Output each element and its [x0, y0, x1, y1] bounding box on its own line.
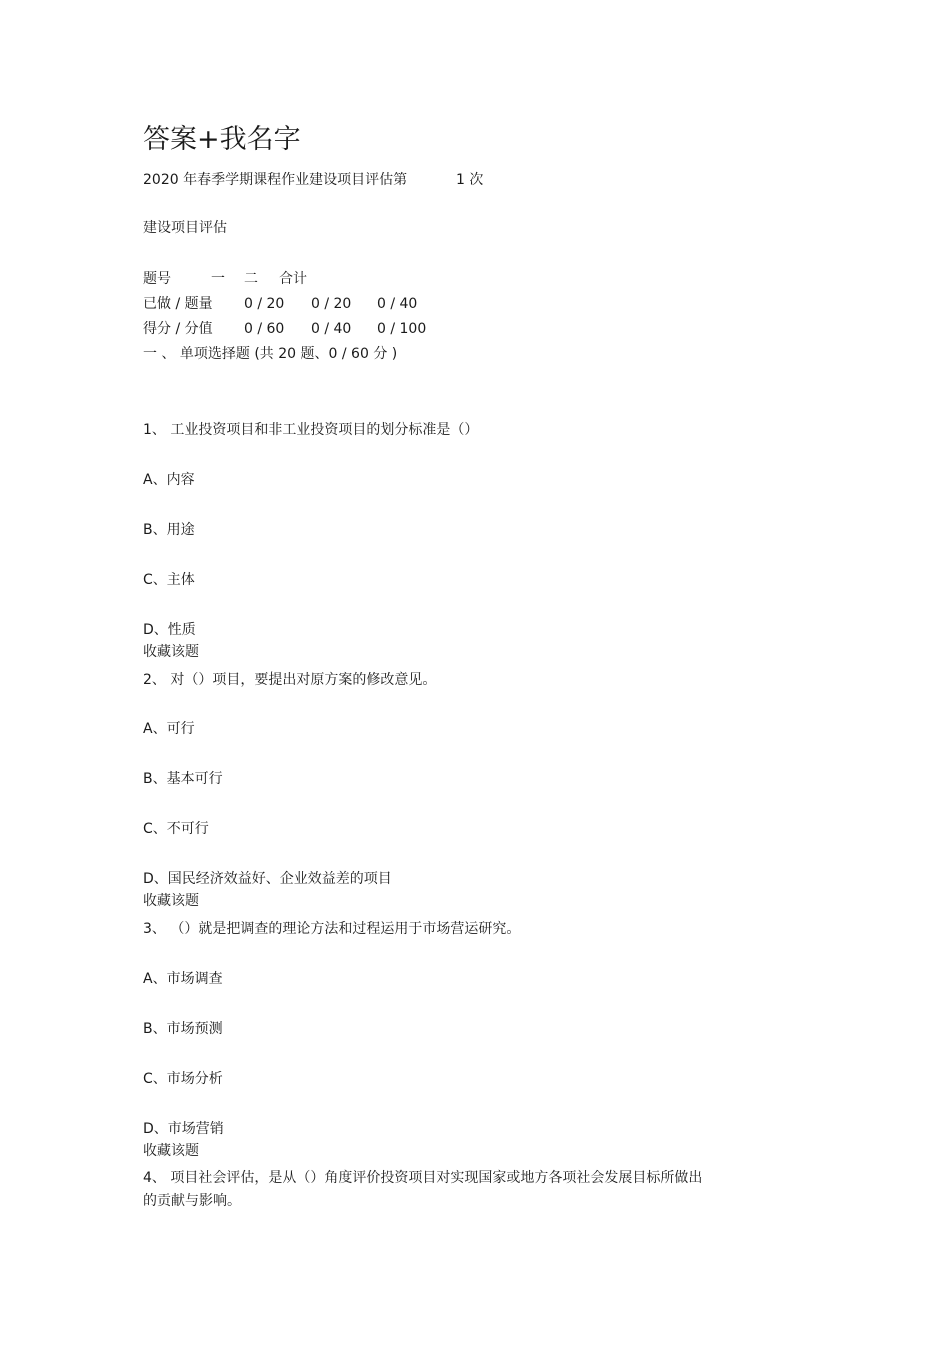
table-cell: 0 / 60 [244, 321, 285, 337]
question-stem-continued: 的贡献与影响。 [143, 1193, 241, 1209]
option-c[interactable]: C、主体 [143, 572, 195, 588]
table-cell: 0 / 20 [244, 296, 285, 312]
section-title: 一 、 单项选择题 (共 20 题、0 / 60 分 ) [143, 346, 398, 362]
course-line: 2020 年春季学期课程作业建设项目评估第 [143, 172, 408, 188]
question-stem: 2、 对（）项目，要提出对原方案的修改意见。 [143, 672, 437, 688]
option-c[interactable]: C、市场分析 [143, 1071, 223, 1087]
favorite-link[interactable]: 收藏该题 [143, 644, 199, 660]
course-name: 建设项目评估 [143, 220, 227, 236]
table-row-label: 已做 / 题量 [143, 296, 213, 312]
table-header-label: 题号 [143, 271, 171, 287]
option-b[interactable]: B、用途 [143, 522, 195, 538]
page-title: 答案+我名字 [143, 124, 301, 155]
table-cell: 0 / 20 [311, 296, 352, 312]
table-header-col-2: 二 [244, 271, 258, 287]
favorite-link[interactable]: 收藏该题 [143, 1143, 199, 1159]
option-d[interactable]: D、国民经济效益好、企业效益差的项目 [143, 871, 392, 887]
table-cell: 0 / 40 [311, 321, 352, 337]
table-cell: 0 / 40 [377, 296, 418, 312]
question-stem: 4、 项目社会评估，是从（）角度评价投资项目对实现国家或地方各项社会发展目标所做出 [143, 1170, 703, 1186]
table-cell: 0 / 100 [377, 321, 427, 337]
question-stem: 1、 工业投资项目和非工业投资项目的划分标准是（） [143, 422, 479, 438]
option-b[interactable]: B、基本可行 [143, 771, 223, 787]
option-b[interactable]: B、市场预测 [143, 1021, 223, 1037]
table-row-label: 得分 / 分值 [143, 321, 213, 337]
option-c[interactable]: C、不可行 [143, 821, 209, 837]
table-header-col-1: 一 [211, 271, 225, 287]
attempt-number: 1 次 [456, 172, 484, 188]
option-a[interactable]: A、可行 [143, 721, 195, 737]
question-stem: 3、 （）就是把调查的理论方法和过程运用于市场营运研究。 [143, 921, 521, 937]
table-header-total: 合计 [279, 271, 307, 287]
favorite-link[interactable]: 收藏该题 [143, 893, 199, 909]
option-a[interactable]: A、内容 [143, 472, 195, 488]
option-d[interactable]: D、市场营销 [143, 1121, 224, 1137]
option-a[interactable]: A、市场调查 [143, 971, 223, 987]
option-d[interactable]: D、性质 [143, 622, 196, 638]
